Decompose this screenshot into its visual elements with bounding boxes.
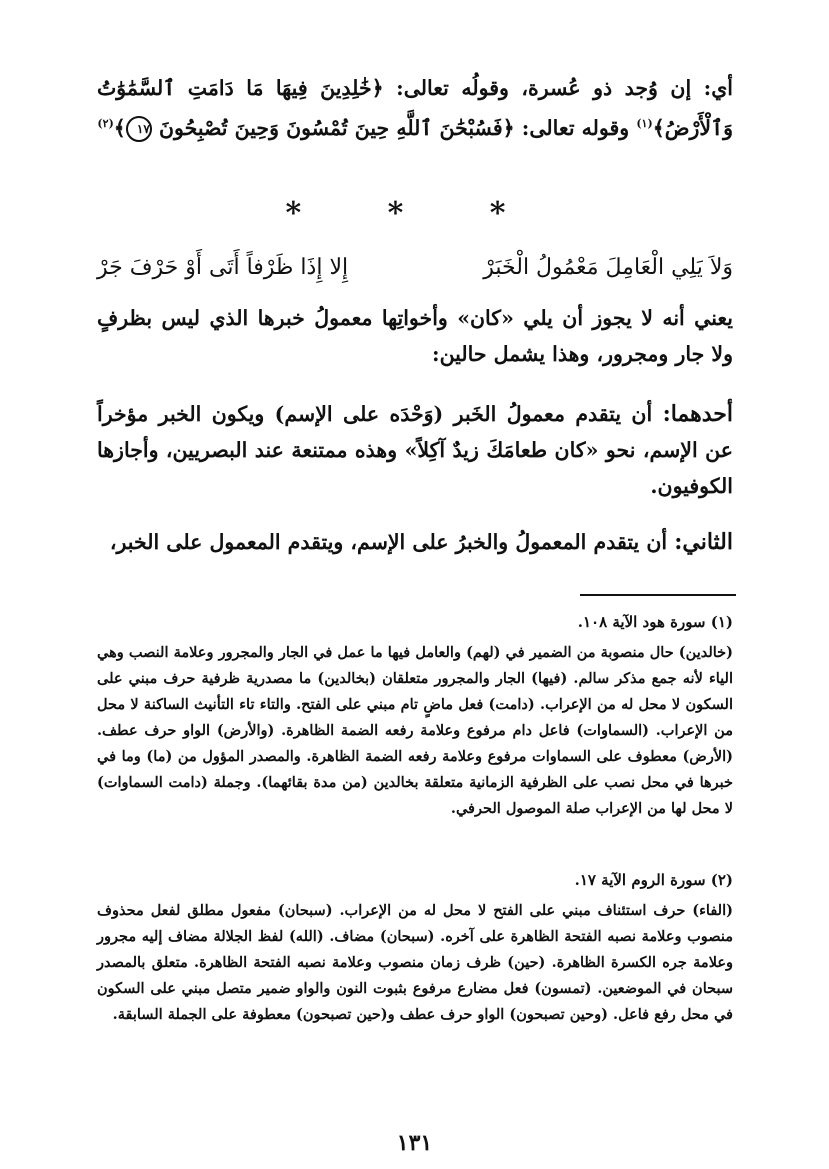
intro-paragraph [97, 70, 733, 146]
paragraph-first-case [97, 396, 733, 504]
intro-text-2: وقوله تعالى: ﴿فَسُبْحَٰنَ ٱللَّهِ حِينَ تُمْسُونَ وَحِينَ تُصْبِحُونَ [158, 115, 637, 140]
footnote-ref-2: (٢) [97, 117, 114, 130]
paragraph-explanation: يعني أنه لا يجوز أن يلي «كان» وأخواتِها معمولُ خبرها الذي ليس بظرفٍ ولا جار ومجرور، وهذا يشمل حالين: [97, 306, 733, 366]
intro-text: أي: إن وُجد ذو عُسرة، وقولُه تعالى: ﴿خَٰلِدِينَ فِيهَا مَا دَامَتِ ٱلسَّمَٰوَٰتُ وَٱلْأَرْضُ﴾ [97, 76, 733, 140]
footnote-1-title: (١) سورة هود الآية ١٠٨. [577, 613, 733, 631]
aya-number-icon: ١٧ [126, 116, 152, 142]
footnote-divider [580, 594, 736, 596]
section-separator: * * * [285, 196, 544, 231]
footnote-2-title: (٢) سورة الروم الآية ١٧. [574, 871, 733, 889]
page-number: ١٣١ [396, 1130, 433, 1156]
footnote-1-body: (خالدين) حال منصوبة من الضمير في (لهم) والعامل فيها ما عمل في الجار والمجرور وعلامة النصب وهي الياء لأنه جمع مذكر سالم. (فيها) الجار والمجرور متعلقان (بخالدين) ما مصدرية ظرفية حرف مبني على السكون لا محل له من الإعراب. (دامت) فعل ماضٍ تام مبني على الفتح. والتاء تاء التأنيث الساكنة لا محل من الإعراب. (السماوات) فاعل دام مرفوع وعلامة رفعه الضمة الظاهرة. (والأرض) الواو حرف عطف. (الأرض) معطوف على السماوات مرفوع وعلامة رفعه الضمة الظاهرة. والمصدر المؤول من (ما) وما في خبرها في محل نصب على الظرفية الزمانية متعلقة بخالدين (من مدة بقائهما). وجملة (دامت السماوات) لا محل لها من الإعراب صلة الموصول الحرفي. [97, 644, 733, 817]
quote-close: ﴾ [113, 115, 126, 140]
second-case-text: أن يتقدم المعمولُ والخبرُ على الإسم، ويتقدم المعمول على الخبر، [109, 530, 675, 554]
footnote-ref-1: (١) [636, 117, 653, 130]
verse-second-half: إِلا إِذَا ظَرْفاً أَتَى أَوْ حَرْفَ جَرْ [97, 255, 349, 280]
footnote-2-body: (الفاء) حرف استئناف مبني على الفتح لا محل له من الإعراب. (سبحان) مفعول مطلق لفعل محذوف منصوب وعلامة نصبه الفتحة الظاهرة على آخره. (سبحان) مضاف. (الله) لفظ الجلالة مضاف إليه مجرور وعلامة جره الكسرة الظاهرة. (حين) ظرف زمان منصوب وعلامة نصبه الفتحة الظاهرة. متعلق بالمصدر سبحان في الموضعين. (تمسون) فعل مضارع مرفوع بثبوت النون والواو ضمير متصل مبني على السكون في محل رفع فاعل. (وحين تصبحون) الواو حرف عطف و(حين تصبحون) معطوفة على الجملة السابقة. [97, 902, 733, 1023]
second-case-heading: الثاني: [674, 529, 733, 555]
first-case-text: أن يتقدم معمولُ الخَبر (وَحْدَه على الإسم) ويكون الخبر مؤخراً عن الإسم، نحو «كان طعامَكَ زيدٌ آكِلاً» وهذه ممتنعة عند البصريين، وأجازها الكوفيون. [97, 402, 733, 498]
verse-first-half: وَلاَ يَلِي الْعَامِلَ مَعْمُولُ الْخَبَرْ [483, 255, 733, 280]
first-case-heading: أحدهما: [662, 401, 733, 427]
paragraph-second-case [97, 524, 733, 560]
